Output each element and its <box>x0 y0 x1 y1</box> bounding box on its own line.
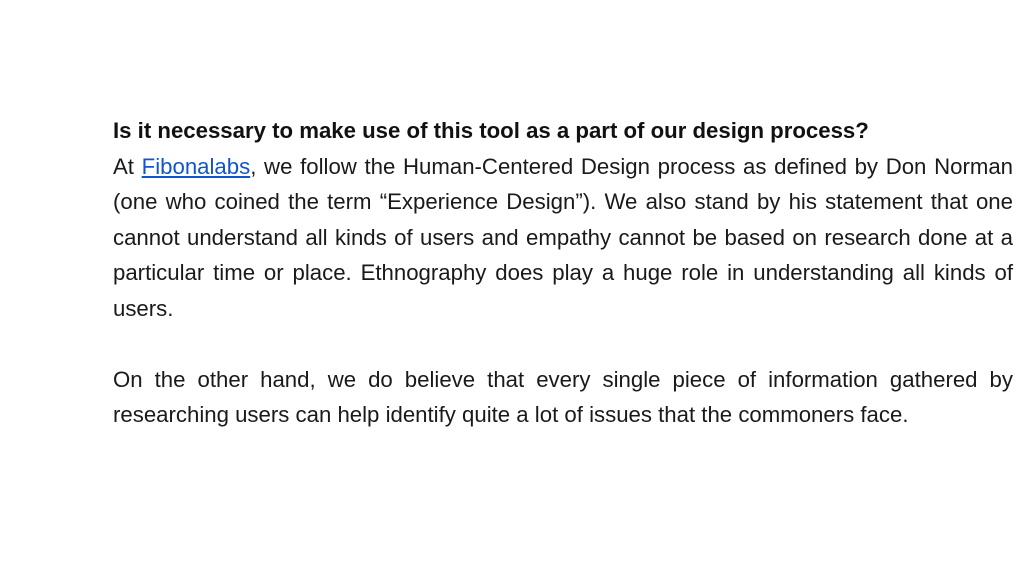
paragraph-research-benefits: On the other hand, we do believe that every single piece of information gathered by researching users can help identify quite a lot of issues that the commoners face. <box>113 366 1013 427</box>
slide-content <box>113 113 1013 433</box>
paragraph-body: , we follow the Human-Centered Design process as defined by Don Norman (one who coined the term “Experience Design”). We also stand by his statement that one cannot understand all kinds of users and empathy cannot be based on research done at a particular time or place. Ethnography does play a huge role in understanding all kinds of users. <box>113 153 1013 321</box>
section-heading: Is it necessary to make use of this tool as a part of our design process? <box>113 118 869 143</box>
fibonalabs-link[interactable]: Fibonalabs <box>141 153 251 179</box>
paragraph-prefix: At <box>113 153 142 179</box>
paragraph-human-centered-design <box>113 149 1013 327</box>
paragraph-spacer <box>113 326 1013 362</box>
